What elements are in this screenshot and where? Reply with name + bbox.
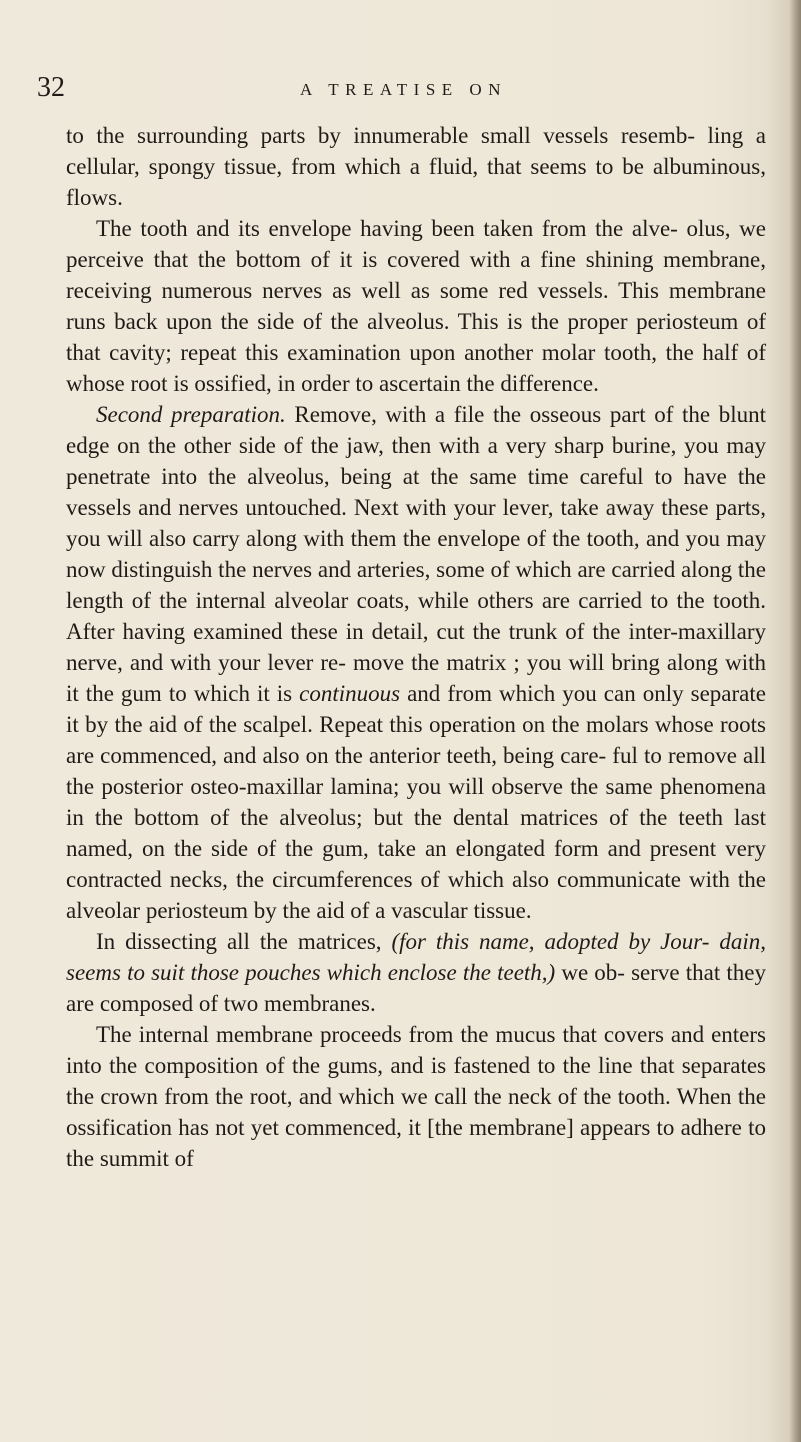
paragraph-3-heading: Second preparation. xyxy=(96,402,286,427)
page-edge-shadow xyxy=(789,0,801,1442)
paragraph-3-italic-word: continuous xyxy=(299,681,401,706)
page-number: 32 xyxy=(37,72,65,103)
paragraph-2: The tooth and its envelope having been taken from the alve- olus, we perceive that the bottom of it is covered with a fine shining membrane, receiving numerous nerves as well as some red vessels. This membrane runs back upon the side of the alveolus. This is the proper periosteum of that cavity; repeat this examination upon another molar tooth, the half of whose root is ossified, in order to ascertain the difference. xyxy=(66,216,766,396)
paragraph-3-text: Remove, with a file the osseous part of the blunt edge on the other side of the jaw, then with a very sharp burine, you may penetrate into the alveolus, being at the same time careful to have the vessels and nerves untouched. Next with your lever, take away these parts, you will also carry along with them the envelope of the tooth, and you may now distinguish the nerves and arteries, some of which are carried along the length of the internal alveolar coats, while others are carried to the tooth. After having examined these in detail, cut the trunk of the inter-maxillary nerve, and with your lever re- move the matrix ; you will bring along with it the gum to which it is xyxy=(66,402,766,706)
paragraph-3-text-end: and from which you can only separate it by the aid of the scalpel. Repeat this operation on the molars whose roots are commenced, and also on the anterior teeth, being care- ful to remove all the posterior osteo-maxillar lamina; you will observe the same phenomena in the bottom of the alveolus; but the dental matrices of the teeth last named, on the side of the gum, take an elongated form and present very contracted necks, the circumferences of which also communicate with the alveolar periosteum by the aid of a vascular tissue. xyxy=(66,681,766,923)
body-text xyxy=(66,120,766,1174)
paragraph-1: to the surrounding parts by innumerable small vessels resemb- ling a cellular, spongy tissue, from which a fluid, that seems to be albuminous, flows. xyxy=(66,123,766,210)
paragraph-4-italic: (for this name, adopted by Jour- dain, seems to suit those pouches which enclose the teeth,) xyxy=(66,929,766,985)
paragraph-3 xyxy=(66,399,766,926)
paragraph-4-text: In dissecting all the matrices, xyxy=(96,929,392,954)
paragraph-4-text-end: we ob- serve that they are composed of two membranes. xyxy=(66,960,766,1016)
paragraph-4 xyxy=(66,926,766,1019)
page-header xyxy=(0,70,801,110)
running-head: A TREATISE ON xyxy=(300,80,507,99)
paragraph-5: The internal membrane proceeds from the mucus that covers and enters into the composition of the gums, and is fastened to the line that separates the crown from the root, and which we call the neck of the tooth. When the ossification has not yet commenced, it [the membrane] appears to adhere to the summit of xyxy=(66,1022,766,1171)
